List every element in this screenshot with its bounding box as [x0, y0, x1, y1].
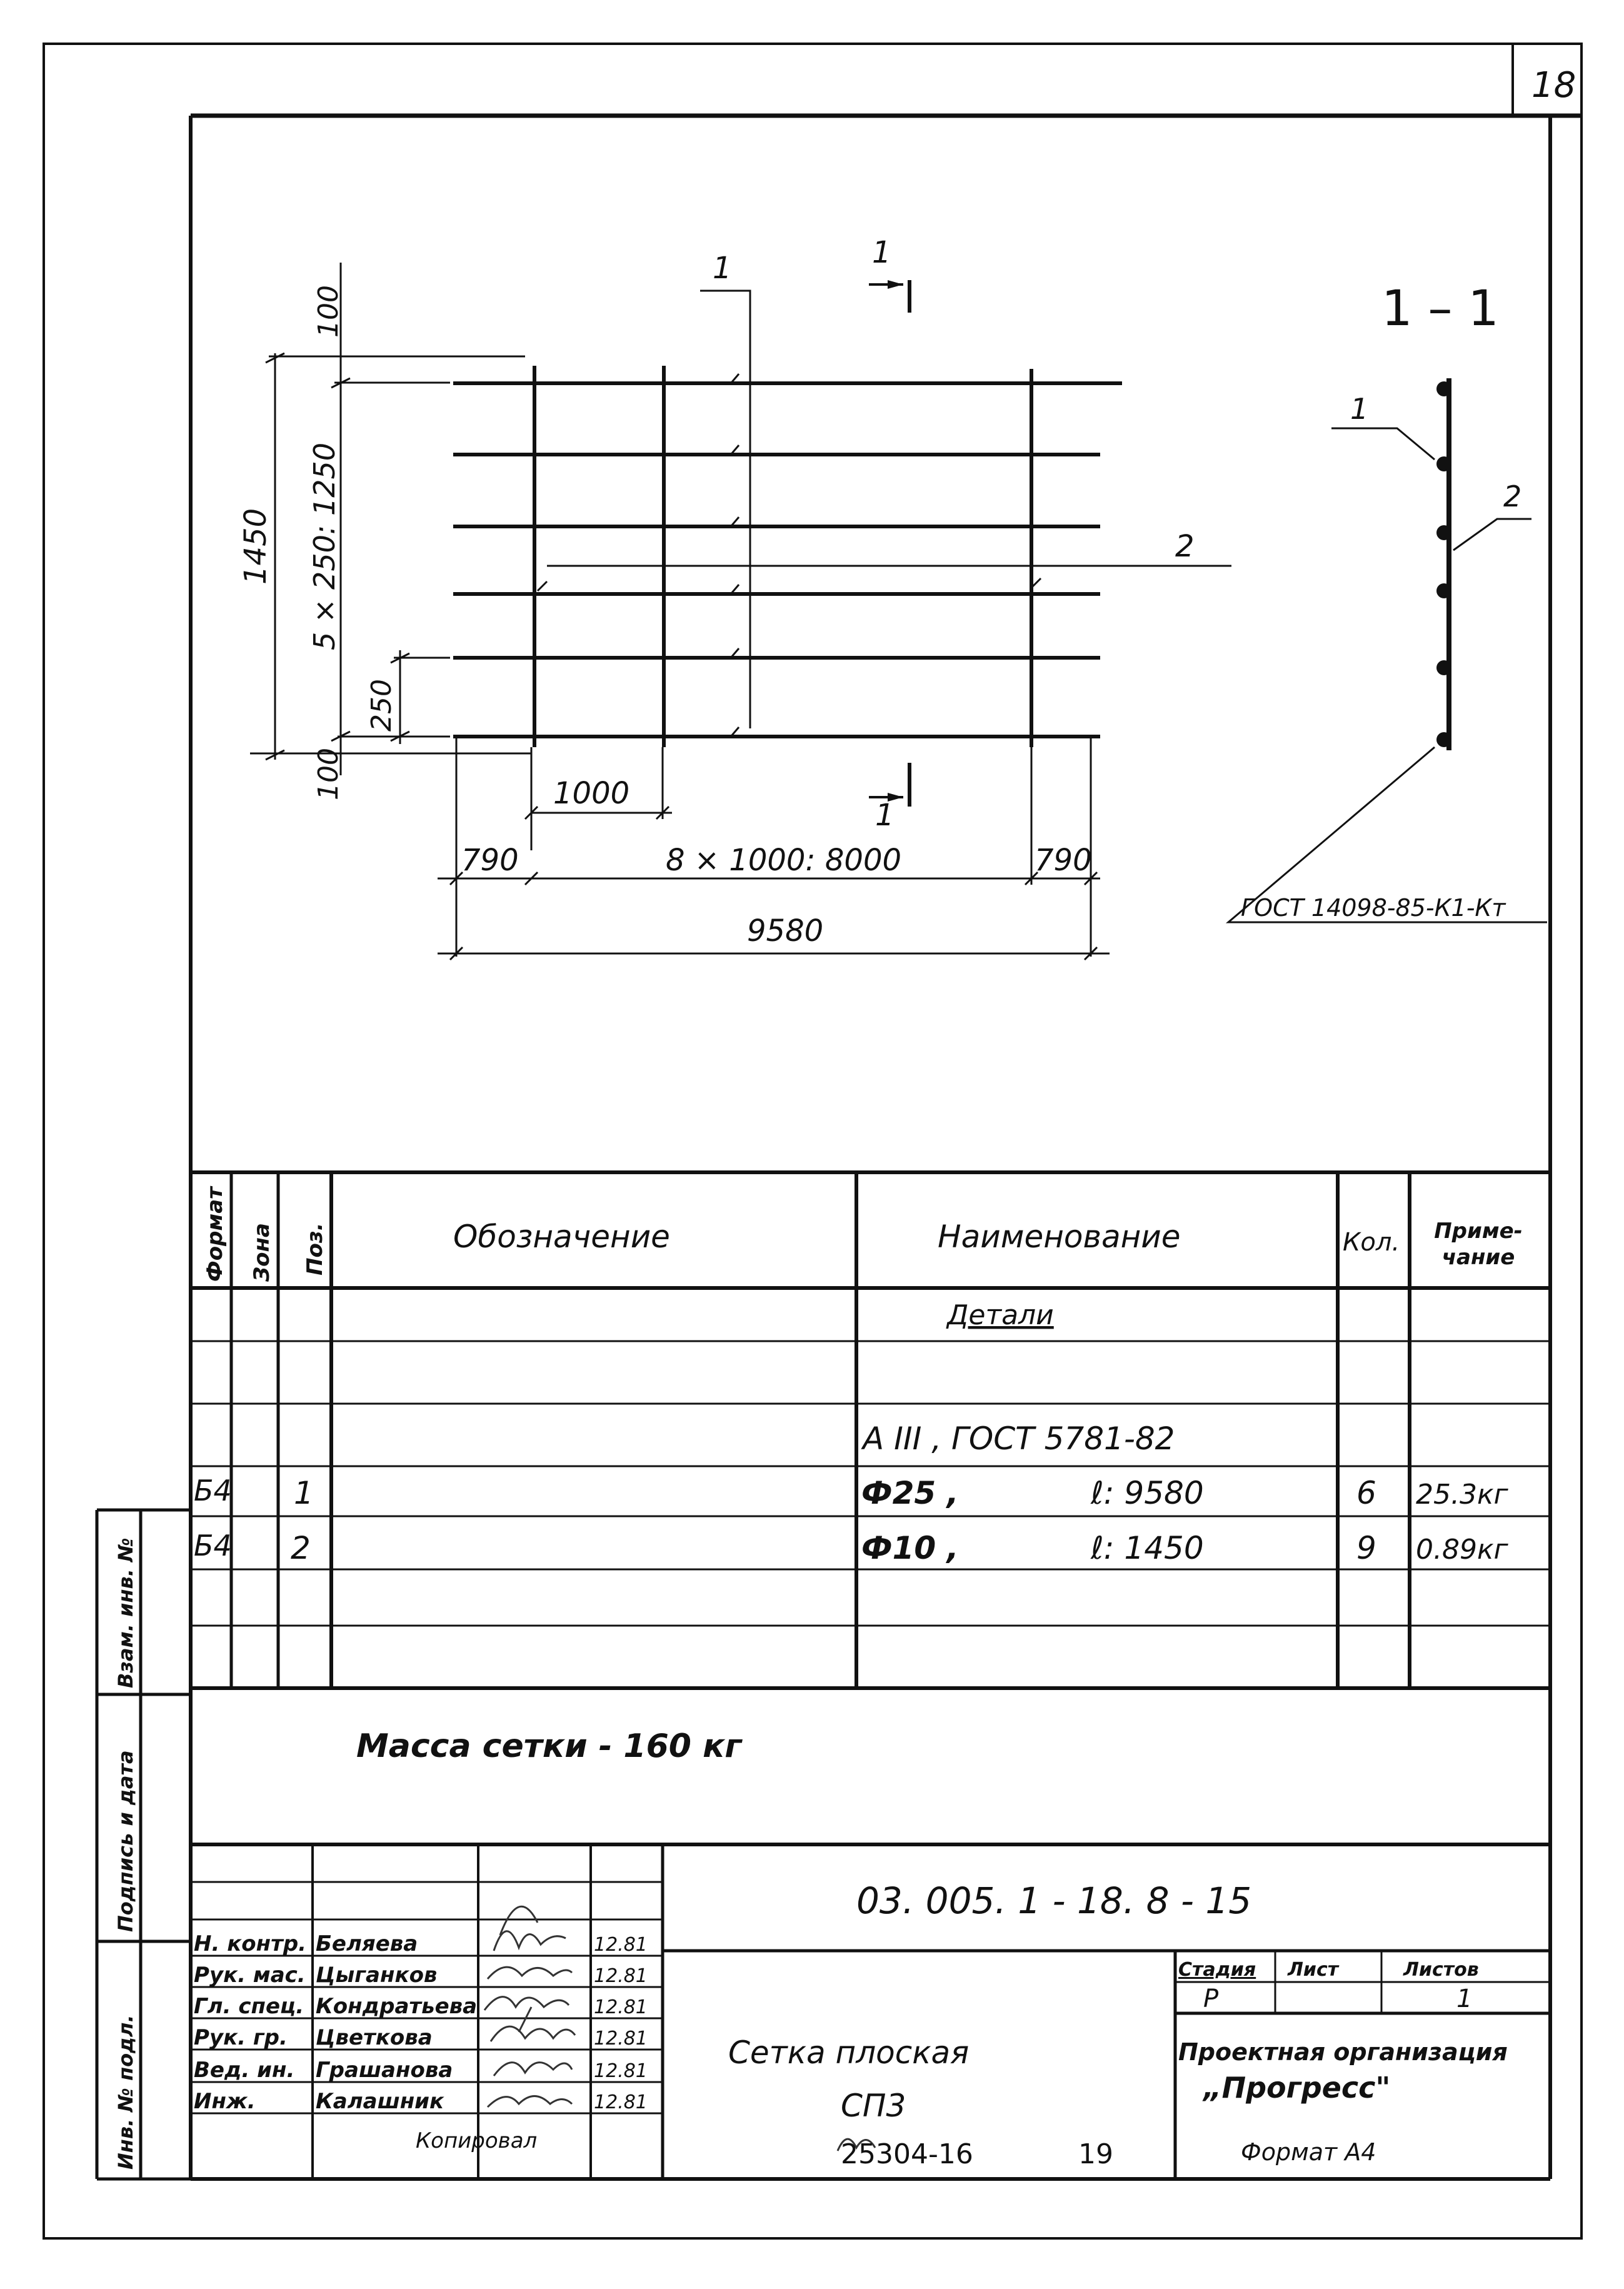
- section-title: 1 – 1: [1381, 281, 1499, 337]
- dim-250: 250: [366, 679, 398, 732]
- org-line1: Проектная организация: [1178, 2038, 1508, 2066]
- header-designation: Обозначение: [453, 1219, 670, 1255]
- dim-bottom: 100: [313, 748, 344, 800]
- section-pos-2: 2: [1503, 480, 1522, 513]
- stage-value: Р: [1203, 1985, 1219, 2013]
- dim-8000: 8 × 1000: 8000: [666, 843, 902, 878]
- person-name: Беляева: [316, 1931, 418, 1956]
- header-note: Приме-чание: [1434, 1219, 1523, 1270]
- footer-archive: 25304-16: [841, 2138, 973, 2170]
- person-name: Калашник: [316, 2089, 444, 2114]
- side-stamp-replace: Взам. инв. №: [114, 1537, 138, 1688]
- dim-top: 100: [313, 285, 344, 338]
- row2-note: 0.89кг: [1416, 1534, 1508, 1566]
- row1-format: Б4: [194, 1474, 232, 1507]
- side-stamp-signature: Подпись и дата: [114, 1750, 138, 1932]
- bar-end: [1436, 381, 1451, 396]
- person-name: Цветкова: [316, 2025, 433, 2050]
- header-format: Формат: [203, 1187, 228, 1282]
- side-stamp-grid: [97, 1510, 191, 2179]
- doc-code: 03. 005. 1 - 18. 8 - 15: [856, 1879, 1252, 1922]
- section-1-1: [1228, 378, 1547, 922]
- dim-790-right: 790: [1035, 843, 1092, 878]
- role-label: Рук. гр.: [194, 2025, 288, 2050]
- row2-pos: 2: [291, 1530, 311, 1566]
- dim-1000: 1000: [553, 776, 630, 811]
- sign-date: 12.81: [594, 1965, 648, 1987]
- row1-qty: 6: [1356, 1475, 1376, 1511]
- person-name: Кондратьева: [316, 1994, 478, 2019]
- sheets-value: 1: [1456, 1985, 1473, 2013]
- bar-end: [1436, 660, 1451, 675]
- role-label: Гл. спец.: [194, 1994, 304, 2019]
- sign-date: 12.81: [594, 2091, 648, 2113]
- bar-end: [1436, 583, 1451, 598]
- person-name: Цыганков: [316, 1963, 438, 1988]
- row2-format: Б4: [194, 1529, 232, 1562]
- sheet-number: 18: [1531, 65, 1576, 106]
- row2-diameter: Ф10 ,: [861, 1530, 959, 1566]
- footer-copied: Копировал: [416, 2128, 538, 2153]
- sheets-header: Листов: [1403, 1959, 1479, 1981]
- header-pos: Поз.: [303, 1222, 328, 1275]
- sign-date: 12.81: [594, 1996, 648, 2018]
- pos-label-2: 2: [1175, 529, 1195, 564]
- row1-length: ℓ: 9580: [1091, 1475, 1204, 1511]
- title-line1: Сетка плоская: [728, 2035, 970, 2071]
- signatures: [484, 1906, 575, 2107]
- sheet-header: Лист: [1288, 1959, 1339, 1981]
- footer-format: Формат А4: [1241, 2138, 1376, 2166]
- row2-qty: 9: [1356, 1530, 1376, 1566]
- signatory-rows: [194, 1931, 648, 2114]
- sign-date: 12.81: [594, 1934, 648, 1956]
- sign-date: 12.81: [594, 2028, 648, 2050]
- section-details: Детали: [947, 1299, 1054, 1331]
- bar-end: [1436, 456, 1451, 471]
- material-gost: А III , ГОСТ 5781-82: [863, 1421, 1175, 1457]
- row1-diameter: Ф25 ,: [861, 1475, 959, 1511]
- org-line2: „Прогресс": [1203, 2071, 1391, 2105]
- footer-page: 19: [1078, 2138, 1113, 2170]
- role-label: Вед. ин.: [194, 2058, 295, 2083]
- header-qty: Кол.: [1343, 1228, 1400, 1257]
- side-stamp-inventory: Инв. № подл.: [114, 2015, 138, 2170]
- person-name: Грашанова: [316, 2058, 453, 2083]
- dim-spacing-vert: 5 × 250: 1250: [308, 442, 341, 650]
- dim-height: 1450: [238, 508, 273, 585]
- title-line2: СП3: [841, 2088, 906, 2124]
- bar-end: [1436, 525, 1451, 540]
- role-label: Н. контр.: [194, 1931, 307, 1956]
- row1-note: 25.3кг: [1416, 1479, 1508, 1511]
- section-pos-1: 1: [1350, 392, 1369, 426]
- header-zone: Зона: [249, 1223, 274, 1282]
- header-name: Наименование: [938, 1219, 1181, 1255]
- dim-9580: 9580: [747, 913, 824, 948]
- dim-790-left: 790: [461, 843, 519, 878]
- role-label: Рук. мас.: [194, 1963, 306, 1988]
- section-mark-bottom: 1: [875, 798, 895, 833]
- bar-end: [1436, 732, 1451, 747]
- section-mark-top: 1: [872, 235, 891, 270]
- gost-weld: ГОСТ 14098-85-К1-Кт: [1241, 894, 1506, 922]
- row1-pos: 1: [294, 1475, 314, 1511]
- mass-note: Масса сетки - 160 кг: [356, 1728, 742, 1765]
- stage-header: Стадия: [1178, 1959, 1256, 1981]
- row2-length: ℓ: 1450: [1091, 1530, 1204, 1566]
- sign-date: 12.81: [594, 2060, 648, 2082]
- role-label: Инж.: [194, 2089, 256, 2114]
- pos-label-1: 1: [713, 251, 732, 286]
